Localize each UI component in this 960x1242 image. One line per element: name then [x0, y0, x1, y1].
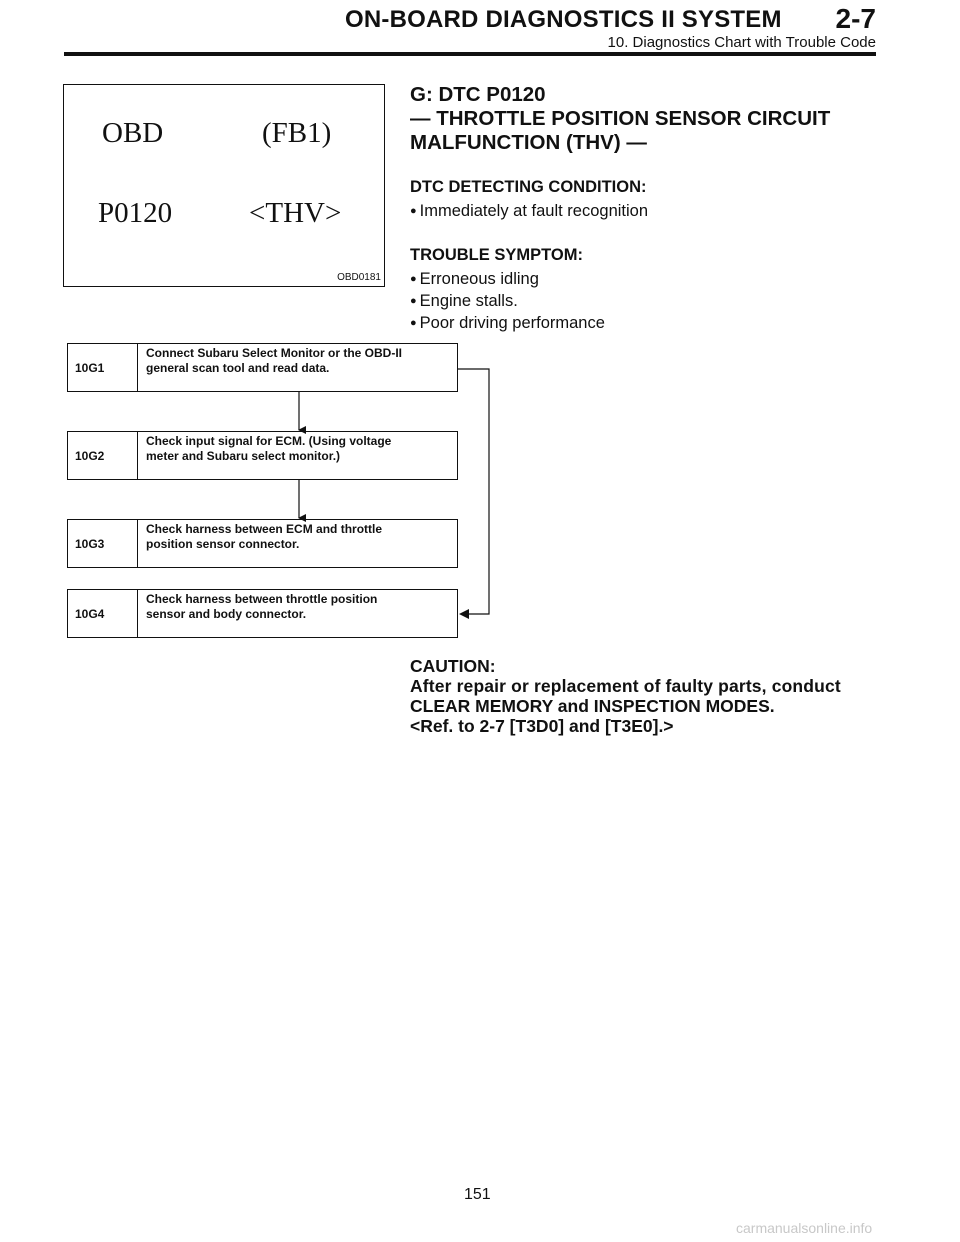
list-item-text: Immediately at fault recognition [419, 202, 649, 220]
section-title-line: MALFUNCTION (THV) — [410, 131, 647, 154]
step-text [138, 590, 457, 637]
step-text-line: general scan tool and read data. [146, 361, 330, 375]
step-text [138, 432, 457, 479]
flow-step [67, 589, 458, 638]
bullet-icon: ● [410, 273, 417, 285]
bullet-icon: ● [410, 317, 417, 329]
section-title-line: — THROTTLE POSITION SENSOR CIRCUIT [410, 107, 831, 130]
figure-thv-label: <THV> [249, 197, 342, 229]
caution-line: CLEAR MEMORY and INSPECTION MODES. [410, 696, 775, 716]
list-item-text: Poor driving performance [419, 314, 605, 332]
step-id: 10G2 [68, 432, 138, 479]
flow-step [67, 343, 458, 392]
step-text [138, 344, 457, 391]
caution-line: After repair or replacement of faulty parts, conduct [410, 676, 841, 696]
caution-note [410, 656, 880, 736]
detecting-condition-heading: DTC DETECTING CONDITION: [410, 178, 647, 196]
flow-step [67, 431, 458, 480]
list-item-text: Engine stalls. [419, 292, 518, 310]
figure-obd-label: OBD [102, 117, 164, 149]
bullet-icon: ● [410, 295, 417, 307]
section-title-line: G: DTC P0120 [410, 83, 546, 106]
figure-dtc-code: P0120 [98, 197, 173, 229]
arrow-step1-to-step4 [458, 369, 489, 614]
step-text-line: Check input signal for ECM. (Using voltage [146, 434, 392, 448]
chapter-subtitle: 10. Diagnostics Chart with Trouble Code [607, 34, 876, 51]
bullet-icon: ● [410, 205, 417, 217]
manual-title: ON-BOARD DIAGNOSTICS II SYSTEM [345, 6, 782, 33]
section-number: 2-7 [835, 3, 876, 34]
arrow-head-step4 [459, 609, 469, 619]
flow-step [67, 519, 458, 568]
caution-heading: CAUTION: [410, 656, 496, 676]
figure-fb1-label: (FB1) [262, 117, 332, 149]
step-text [138, 520, 457, 567]
list-item-text: Erroneous idling [419, 270, 539, 288]
caution-line: <Ref. to 2-7 [T3D0] and [T3E0].> [410, 716, 674, 736]
page-number: 151 [464, 1186, 491, 1203]
trouble-symptom-heading: TROUBLE SYMPTOM: [410, 246, 583, 264]
step-id: 10G3 [68, 520, 138, 567]
watermark: carmanualsonline.info [736, 1220, 873, 1236]
step-text-line: Check harness between throttle position [146, 592, 378, 606]
step-text-line: meter and Subaru select monitor.) [146, 449, 341, 463]
step-text-line: Check harness between ECM and throttle [146, 522, 383, 536]
step-text-line: sensor and body connector. [146, 607, 307, 621]
step-text-line: Connect Subaru Select Monitor or the OBD-II [146, 346, 403, 360]
figure-id: OBD0181 [337, 272, 381, 283]
step-id: 10G4 [68, 590, 138, 637]
step-text-line: position sensor connector. [146, 537, 300, 551]
step-id: 10G1 [68, 344, 138, 391]
